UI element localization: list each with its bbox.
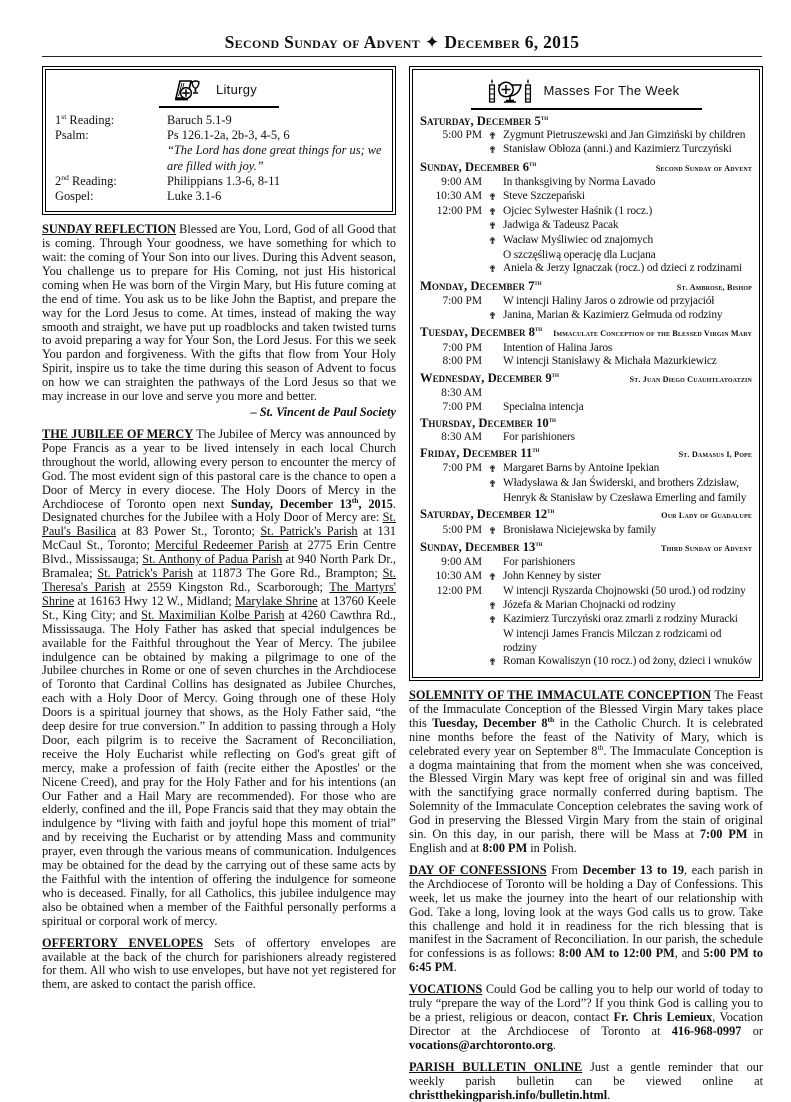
cross-icon: ✟ — [488, 525, 497, 537]
mass-intention-text: Intention of Halina Jaros — [503, 341, 613, 354]
mass-intention-text: Kazimierz Turczyński oraz zmarli z rodziny Muracki — [503, 613, 738, 626]
cross-placeholder — [482, 355, 503, 369]
section-parish-bulletin-online — [409, 1061, 763, 1102]
cross-placeholder — [482, 556, 503, 570]
liturgy-row-label: 2nd Reading: — [55, 172, 117, 188]
section-body: From December 13 to 19, each parish in the Archdiocese of Toronto will be holding a Day of Confessions. This week, let us make the journey into the heart of our relationship with God. Take a long, loving look at the ways God calls us to grow. Take this challenge and hold it in readiness for the rich blessing that is manifest in the Sacrament of Reconciliation. In our parish, the schedule for confessions is as follows: 8:00 AM to 12:00 PM, and 5:00 PM to 6:45 PM. — [409, 862, 763, 975]
mass-intention-text: W intencji Ryszarda Chojnowski (50 urod.) od rodziny — [503, 584, 746, 597]
mass-intention-row — [420, 219, 752, 234]
section-vocations — [409, 983, 763, 1053]
mass-day-header — [420, 507, 752, 524]
mass-intention-row — [420, 462, 752, 477]
section-body: The Jubilee of Mercy was announced by Pope Francis as a year to be lived intensely in each local Church throughout the world, allowing every person to encounter the mercy of God. The most evident sign of this pastoral care is the chance to open a Door of Mercy in every diocese. The Holy Doors of Mercy in the Archdiocese of Toronto open next Sunday, December 13th, 2015. Designated churches for the Jubilee with a Holy Door of Mercy are: St. Paul's Basilica at 83 Power St., Toronto; St. Patrick's Parish at 131 McCaul St., Toronto; Merciful Redeemer Parish at 2775 Erin Centre Blvd., Mississauga; St. Anthony of Padua Parish at 940 North Park Dr., Bramalea; St. Patrick's Parish at 11873 The Gore Rd., Brampton; St. Theresa's Parish at 2559 Kingston Rd., Scarborough; The Martyrs' Shrine at 16163 Hwy 12 W., Midland; Marylake Shrine at 13760 Keele St., King City; and St. Maximilian Kolbe Parish at 4260 Cawthra Rd., Mississauga. The Holy Father has asked that special indulgences be available for the Faithful throughout the Year of Mercy. The jubilee indulgence can be obtained by making a pilgrimage to one of the Jubilee churches in Rome or one of seven churches in the Archdiocese of Toronto that Cardinal Collins has designated as Jubilee Churches, each with a Holy Door of Mercy. Going through one of these Holy Doors is a spiritual journey that shows, as the Holy Father said, “the deep desire for true conversion.” In addition to passing through a Holy Door, each pilgrim is to receive the Sacrament of Reconciliation, receive the Holy Eucharist while reflecting on God's great gift of mercy, make a profession of faith (recite either the Apostles' or the Nicene Creed), and pray for the Holy Father and for his intentions (an Our Father and a Hail Mary are recommended). For those who are elderly, confined and the ill, Pope Francis said that they may obtain the indulgence by “living with faith and joyful hope this moment of trial” and by receiving the Eucharist or by attending Mass and community prayer, even through the various means of communication. Indulgences may be obtained for the dead by the carrying out of these same acts by the Faithful with the intention of offering the indulgence for someone who is deceased. Finally, for all Catholics, this jubilee indulgence may also be obtained when a member of the Faithful personally performs a spiritual or corporal work of mercy. — [42, 427, 396, 928]
mass-intention-text: Aniela & Jerzy Ignaczak (rocz.) od dzieci z rodzinami — [503, 262, 743, 275]
mass-day-header — [420, 325, 752, 342]
right-column — [409, 66, 763, 1102]
mass-intention-row — [420, 342, 752, 356]
cross-placeholder — [482, 585, 503, 599]
liturgy-box-title: Liturgy — [215, 82, 258, 97]
mass-day-header — [420, 371, 752, 388]
mass-intention-row — [420, 599, 752, 614]
cross-placeholder — [482, 431, 503, 445]
mass-intention-text: For parishioners — [503, 556, 575, 569]
mass-intention-row — [420, 190, 752, 205]
mass-day-header — [420, 446, 752, 463]
mass-time: 5:00 PM — [442, 128, 482, 141]
mass-time: 9:00 AM — [441, 176, 482, 189]
mass-intention-row — [420, 524, 752, 539]
cross-placeholder — [482, 176, 503, 190]
section-offertory-envelopes — [42, 937, 396, 993]
mass-day-name: Sunday, December 13th — [420, 538, 543, 554]
mass-time: 7:00 PM — [442, 400, 482, 413]
mass-intention-text: Specialna intencja — [503, 400, 584, 413]
mass-intention-row — [420, 387, 752, 401]
mass-time — [420, 234, 482, 249]
mass-intention-text: Zygmunt Pietruszewski and Jan Gimziński by children — [503, 128, 746, 141]
mass-day-feast: St. Juan Diego Cuauhtlatoatzin — [629, 374, 752, 384]
section-heading: OFFERTORY ENVELOPES — [42, 935, 204, 950]
mass-time: 12:00 PM — [436, 584, 482, 597]
cross-placeholder — [482, 295, 503, 309]
liturgy-row-label: Gospel: — [55, 189, 94, 204]
mass-day-feast: St. Damasus I, Pope — [678, 449, 752, 459]
section-heading: PARISH BULLETIN ONLINE — [409, 1059, 583, 1074]
cross-icon: ✟ — [488, 572, 497, 584]
liturgy-row-value: Baruch 5.1-9 — [167, 113, 232, 127]
cross-placeholder — [482, 628, 503, 655]
mass-time: 8:30 AM — [441, 430, 482, 443]
cross-placeholder — [482, 492, 503, 506]
cross-icon: ✟ — [488, 221, 497, 233]
liturgy-row-value: Philippians 1.3-6, 8-11 — [167, 173, 281, 188]
liturgy-box-title-wrap — [53, 75, 385, 108]
mass-time: 5:00 PM — [442, 523, 482, 536]
mass-intention-row — [420, 129, 752, 144]
section-body: Just a gentle reminder that our weekly parish bulletin can be viewed online at christthekingparish.info/bulletin.html. — [409, 1059, 763, 1102]
header-divider — [42, 56, 762, 57]
mass-day-name: Saturday, December 5th — [420, 112, 549, 128]
mass-day-name: Thursday, December 10th — [420, 414, 556, 431]
section-jubilee-of-mercy — [42, 428, 396, 929]
mass-intention-row — [420, 401, 752, 415]
mass-intention-text: Stanisław Obłoza (anni.) and Kazimierz Turczyński — [503, 143, 732, 156]
masses-box-title-wrap — [420, 75, 752, 110]
liturgy-row — [55, 113, 383, 128]
mass-intention-row — [420, 492, 752, 506]
reflection-attribution: – St. Vincent de Paul Society — [250, 405, 396, 419]
liturgy-row — [55, 189, 383, 204]
mass-intention-text: W intencji Stanisławy & Michała Mazurkiewicz — [503, 355, 717, 368]
mass-day-name: Saturday, December 12th — [420, 505, 555, 522]
cross-icon: ✟ — [488, 130, 497, 142]
mass-intention-row — [420, 477, 752, 492]
mass-day-feast: Third Sunday of Advent — [660, 543, 752, 553]
liturgy-row — [55, 174, 383, 189]
mass-day-header — [420, 160, 752, 177]
mass-time — [420, 628, 482, 655]
mass-time — [420, 599, 482, 614]
section-heading: SOLEMNITY OF THE IMMACULATE CONCEPTION — [409, 688, 711, 703]
mass-intention-row — [420, 556, 752, 570]
liturgy-box-inner — [45, 69, 393, 212]
mass-day-name: Friday, December 11th — [420, 444, 540, 460]
mass-time — [420, 219, 482, 234]
cross-placeholder — [482, 387, 503, 401]
mass-day-header — [420, 114, 752, 129]
mass-day-header — [420, 540, 752, 557]
mass-intention-text: Janina, Marian & Kazimierz Gełmuda od rodziny — [503, 308, 723, 321]
mass-intention-text: Władysława & Jan Świderski, and brothers Zdzisław, — [503, 477, 739, 490]
mass-intention-row — [420, 262, 752, 277]
mass-day-name: Wednesday, December 9th — [420, 369, 559, 385]
liturgy-row-label: 1st Reading: — [55, 111, 115, 127]
cross-icon: ✟ — [488, 145, 497, 157]
mass-intention-row — [420, 431, 752, 445]
mass-intention-text: In thanksgiving by Norma Lavado — [503, 176, 656, 189]
cross-icon: ✟ — [488, 657, 497, 669]
mass-intention-text: For parishioners — [503, 430, 575, 443]
mass-intention-row — [420, 295, 752, 309]
mass-intention-text: Ojciec Sylwester Haśnik (1 rocz.) — [503, 204, 653, 217]
liturgy-row-label — [55, 143, 167, 173]
mass-intention-text: Roman Kowaliszyn (10 rocz.) od żony, dzieci i wnuków — [503, 655, 752, 668]
mass-time — [420, 262, 482, 277]
mass-day-header — [420, 416, 752, 431]
mass-intention-text: Bronisława Niciejewska by family — [503, 523, 657, 536]
mass-time: 8:00 PM — [442, 355, 482, 368]
cross-placeholder — [482, 249, 503, 263]
mass-intention-text: Margaret Barns by Antoine Ipekian — [503, 462, 660, 475]
mass-time: 9:00 AM — [441, 556, 482, 569]
masses-box-title-row — [471, 75, 702, 110]
mass-intention-row — [420, 570, 752, 585]
mass-day-name: Sunday, December 6th — [420, 158, 537, 174]
mass-time — [420, 309, 482, 324]
chalice-host-candles-icon — [485, 76, 535, 105]
liturgy-row-label: Psalm: — [55, 128, 89, 143]
mass-time — [420, 655, 482, 670]
mass-intention-row — [420, 309, 752, 324]
mass-intention-row — [420, 355, 752, 369]
cross-icon: ✟ — [488, 264, 497, 276]
mass-day-feast: St. Ambrose, Bishop — [676, 282, 752, 292]
two-column-layout — [42, 66, 762, 1102]
left-column — [42, 66, 396, 992]
liturgy-box — [42, 66, 396, 215]
mass-time: 7:00 PM — [442, 341, 482, 354]
mass-intention-row — [420, 143, 752, 158]
masses-box-inner — [412, 69, 760, 678]
liturgy-readings-list — [53, 113, 385, 204]
liturgy-row-value: Luke 3.1-6 — [167, 189, 222, 204]
liturgy-box-title-row — [159, 75, 279, 108]
liturgy-row — [55, 143, 383, 173]
mass-time — [420, 143, 482, 158]
masses-box-title: Masses For The Week — [543, 83, 680, 98]
section-day-of-confessions — [409, 864, 763, 975]
cross-icon: ✟ — [488, 235, 497, 247]
section-heading: DAY OF CONFESSIONS — [409, 862, 547, 877]
mass-time: 10:30 AM — [435, 189, 482, 202]
cross-icon: ✟ — [488, 206, 497, 218]
mass-schedule-list — [420, 114, 752, 670]
cross-icon: ✟ — [488, 310, 497, 322]
mass-day-feast: Second Sunday of Advent — [655, 163, 752, 173]
cross-placeholder — [482, 401, 503, 415]
mass-intention-text: Steve Szczepański — [503, 189, 585, 202]
mass-time — [420, 249, 482, 263]
section-solemnity-immaculate-conception — [409, 689, 763, 856]
cross-icon: ✟ — [488, 191, 497, 203]
mass-intention-text: Józefa & Marian Chojnacki od rodziny — [503, 598, 676, 611]
section-body: Blessed are You, Lord, God of all Good that is coming. Through Your goodness, we have something for which to wait: the coming of Your Son into our lives. During this Advent season, You challenge us to prepare for His Coming, not just His historical coming when He was born of the Virgin Mary, but His future coming at the end of time. You ask us to be like John the Baptist, and prepare the way for the Lord Jesus to come. At times, instead of making the way smooth and straight, we have put up roadblocks and taken twisted turns to avoid preparing a way for Your Son, the Lord Jesus. For this we seek You pardon and forgiveness. With the gifts that flow from Your Holy Spirit, inspire us to take the time during this season of Advent to focus on how we can straighten the pathways of the Lord Jesus so that we may increase in our love and serve you more and better. — [42, 222, 397, 404]
cross-icon: ✟ — [488, 600, 497, 612]
mass-time: 12:00 PM — [436, 204, 482, 217]
mass-day-name: Tuesday, December 8th — [420, 323, 543, 340]
mass-intention-text: W intencji James Francis Milczan z rodzicami od rodziny — [503, 627, 722, 654]
mass-intention-row — [420, 613, 752, 628]
mass-time: 7:00 PM — [442, 462, 482, 475]
section-heading: SUNDAY REFLECTION — [42, 222, 177, 237]
mass-intention-text: Wacław Myśliwiec od znajomych — [503, 233, 654, 246]
mass-time — [420, 613, 482, 628]
mass-time: 10:30 AM — [435, 570, 482, 583]
section-heading: VOCATIONS — [409, 982, 483, 997]
section-sunday-reflection — [42, 223, 396, 404]
mass-time — [420, 492, 482, 506]
mass-intention-text: W intencji Haliny Jaros o zdrowie od przyjaciół — [503, 295, 715, 308]
mass-day-header — [420, 279, 752, 296]
mass-time: 7:00 PM — [442, 295, 482, 308]
mass-intention-row — [420, 249, 752, 263]
cross-icon: ✟ — [488, 479, 497, 491]
mass-time — [420, 477, 482, 492]
mass-intention-row — [420, 205, 752, 220]
mass-intention-row — [420, 585, 752, 599]
mass-intention-text: Jadwiga & Tadeusz Pacak — [503, 219, 619, 232]
section-body: Sets of offertory envelopes are available at the back of the church for parishioners already registered for them. All who wish to use envelopes, but have not yet registered for them, are asked to contact the parish office. — [42, 935, 396, 992]
cross-icon: ✟ — [488, 615, 497, 627]
cross-placeholder — [482, 342, 503, 356]
liturgy-row-value: “The Lord has done great things for us; we are filled with joy.” — [167, 143, 382, 173]
liturgy-row — [55, 128, 383, 143]
mass-day-feast: Immaculate Conception of the Blessed Virgin Mary — [553, 329, 752, 339]
mass-day-name: Monday, December 7th — [420, 277, 542, 293]
page-header — [42, 32, 762, 57]
mass-intention-row — [420, 176, 752, 190]
mass-intention-row — [420, 655, 752, 670]
mass-intention-text: Henryk & Stanisław by Czesława Emerling and family — [503, 491, 747, 504]
mass-intention-text: O szczęśliwą operację dla Lucjana — [503, 248, 656, 261]
section-body: The Feast of the Immaculate Conception of the Blessed Virgin Mary takes place this Tuesday, December 8th in the Catholic Church. It is celebrated nine months before the feast of the Nativity of Mary, which is celebrated every year on September 8th. The Immaculate Conception is a dogma maintaining that from the moment when she was conceived, the Blessed Virgin Mary was kept free of original sin and was filled with the sanctifying grace normally conferred during baptism. The Solemnity of the Immaculate Conception celebrates the saving work of God in preserving the Blessed Virgin Mary from the stain of original sin. On this day, in our parish, there will be Mass at 7:00 PM in English and at 8:00 PM in Polish. — [409, 688, 764, 855]
page-title: Second Sunday of Advent ✦ December 6, 2015 — [224, 32, 580, 52]
mass-day-feast: Our Lady of Guadalupe — [661, 511, 752, 521]
mass-intention-text — [503, 387, 752, 401]
book-chalice-icon — [173, 76, 207, 103]
mass-intention-text: John Kenney by sister — [503, 570, 601, 583]
mass-intention-row — [420, 628, 752, 655]
masses-box — [409, 66, 763, 681]
liturgy-row-value: Ps 126.1-2a, 2b-3, 4-5, 6 — [167, 128, 290, 143]
section-heading: THE JUBILEE OF MERCY — [42, 427, 194, 441]
cross-icon: ✟ — [488, 464, 497, 476]
section-body: Could God be calling you to help our world of today to truly “prepare the way of the Lord”? If you think God is calling you to be a priest, religious or deacon, contact Fr. Chris Lemieux, Vocation Director at the Archdiocese of Toronto at 416-968-0997 or vocations@archtoronto.org. — [409, 982, 763, 1052]
mass-intention-row — [420, 234, 752, 249]
mass-time: 8:30 AM — [441, 387, 482, 400]
